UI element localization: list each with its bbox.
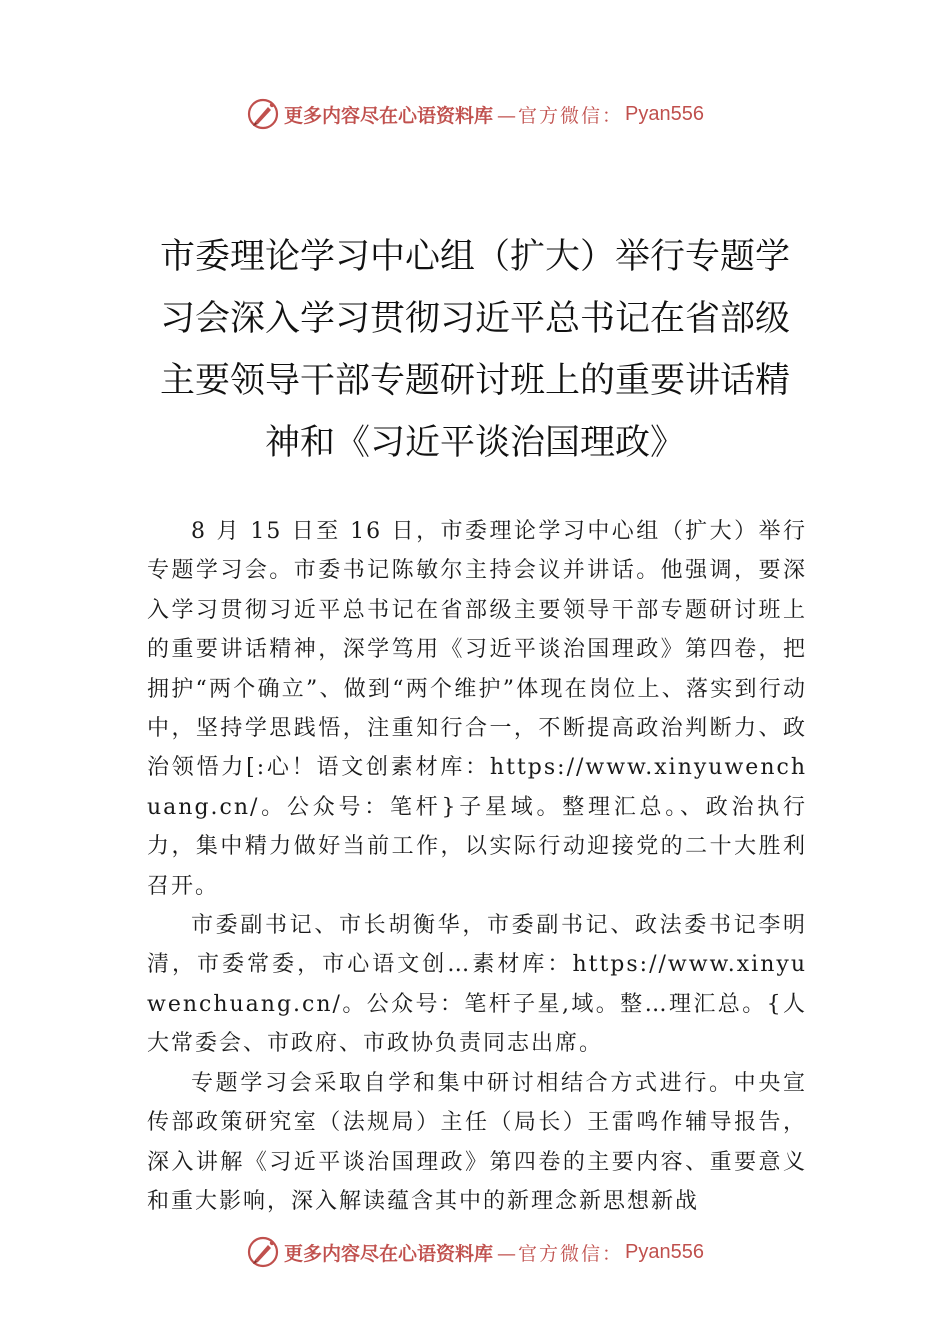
document-title: 市委理论学习中心组（扩大）举行专题学习会深入学习贯彻习近平总书记在省部级主要领导干部专题研讨班上的重要讲话精神和《习近平谈治国理政》 (159, 237, 790, 463)
paragraph-3: 专题学习会采取自学和集中研讨相结合方式进行。中央宣传部政策研究室（法规局）主任（局长）王雷鸣作辅导报告，深入讲解《习近平谈治国理政》第四卷的主要内容、重要意义和重大影响，深入解读蕴含其中的新理念新思想新战 (147, 1070, 807, 1214)
footer-banner (0, 1232, 950, 1272)
banner-text-main: 更多内容尽在心语资料库 (284, 1242, 494, 1265)
banner-text-main: 更多内容尽在心语资料库 (284, 104, 494, 127)
banner-text-wechat: —官方微信： (497, 1242, 624, 1265)
paragraph-1: 8 月 15 日至 16 日，市委理论学习中心组（扩大）举行专题学习会。市委书记陈敏尔主持会议并讲话。他强调，要深入学习贯彻习近平总书记在省部级主要领导干部专题研讨班上的重要讲话精神，深学笃用《习近平谈治国理政》第四卷，把拥护“两个确立”、做到“两个维护”体现在岗位上、落实到行动中，坚持学思践悟，注重知行合一，不断提高政治判断力、政治领悟力[:心！语文创素材库：https://www.xinyuwenchuang.cn/。公众号：笔杆}子星域。整理汇总。、政治执行力，集中精力做好当前工作，以实际行动迎接党的二十大胜利召开。 (147, 519, 807, 899)
paragraph-2: 市委副书记、市长胡衡华，市委副书记、政法委书记李明清，市委常委，市心语文创…素材库：https://www.xinyuwenchuang.cn/。公众号：笔杆子星,域。整…理汇总。{人大常委会、市政府、市政协负责同志出席。 (147, 913, 807, 1057)
banner-text-id: Pyan556 (625, 1240, 704, 1263)
header-banner (0, 94, 950, 134)
pen-logo-icon (246, 97, 280, 131)
banner-text-id: Pyan556 (625, 102, 704, 125)
document-body (147, 512, 807, 1221)
pen-logo-icon (246, 1235, 280, 1269)
banner-text-wechat: —官方微信： (497, 104, 624, 127)
